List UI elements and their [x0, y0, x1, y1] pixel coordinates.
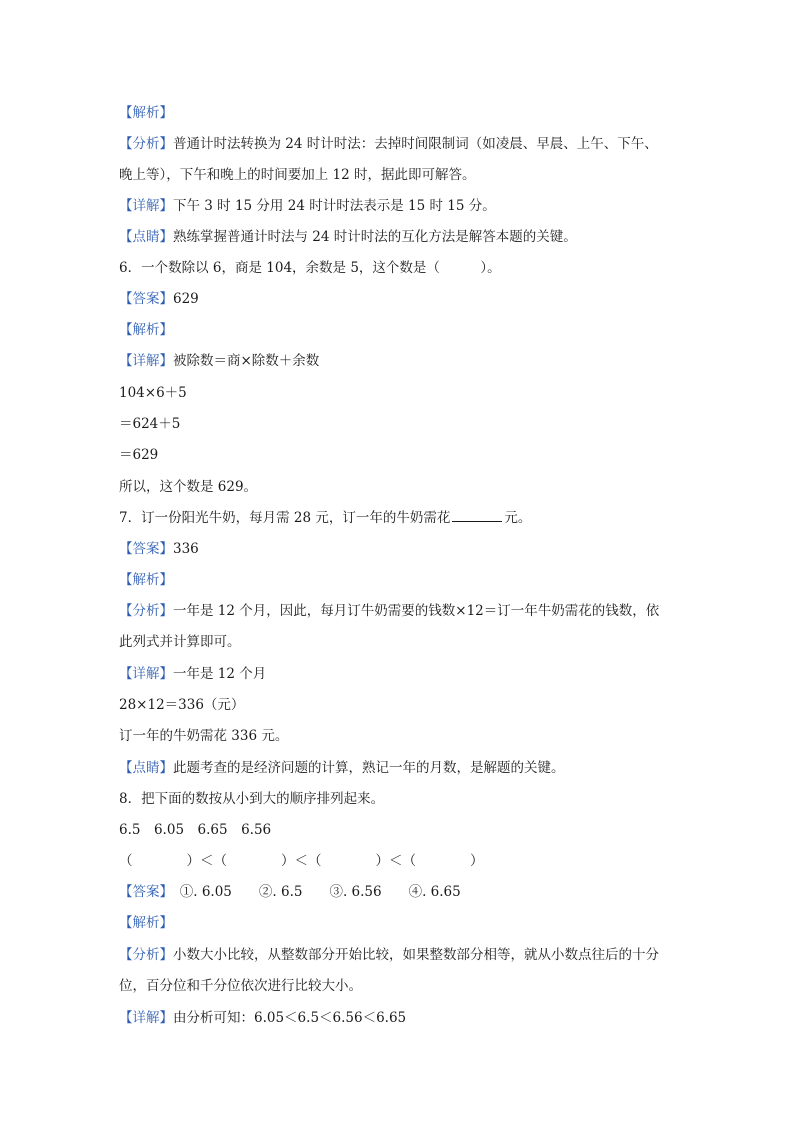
q5-xiangjie-text: 下午 3 时 15 分用 24 时计时法表示是 15 时 15 分。: [173, 198, 496, 214]
xiangjie-tag: 【详解】: [119, 353, 173, 369]
q8-xiangjie-line: [119, 1008, 406, 1028]
q7-xiangjie-text: 一年是 12 个月: [173, 666, 267, 682]
q7-dianjing-line: [119, 758, 565, 778]
fenxi-tag: 【分析】: [119, 603, 173, 619]
q8-fenxi-text-1: 小数大小比较，从整数部分开始比较，如果整数部分相等，就从小数点往后的十分: [173, 947, 659, 963]
answer-blank: [452, 509, 502, 522]
q5-xiangjie-line: [119, 196, 496, 216]
q7-xiangjie-line: [119, 664, 266, 684]
q7-answer-line: [119, 539, 199, 559]
q6-question: 6．一个数除以 6，商是 104，余数是 5，这个数是（ ）。: [119, 260, 501, 276]
q6-calc-step-2: ＝624＋5: [119, 416, 181, 432]
q5-fenxi-line-2: 晚上等），下午和晚上的时间要加上 12 时，据此即可解答。: [119, 167, 476, 183]
q7-question-text: 7．订一份阳光牛奶，每月需 28 元，订一年的牛奶需花: [119, 510, 451, 526]
q8-numbers: 6.5 6.05 6.65 6.56: [119, 822, 272, 838]
q7-question-unit: 元。: [504, 510, 532, 526]
dianjing-tag: 【点睛】: [119, 229, 173, 245]
q7-answer-value: 336: [173, 541, 199, 557]
q5-fenxi-line-1: [119, 134, 658, 154]
q7-fenxi-line-1: [119, 601, 659, 621]
xiangjie-tag: 【详解】: [119, 666, 173, 682]
q7-fenxi-line-2: 此列式并计算即可。: [119, 634, 241, 650]
answer-tag: 【答案】: [119, 291, 173, 307]
q5-dianjing-line: [119, 227, 577, 247]
fenxi-tag: 【分析】: [119, 136, 173, 152]
q7-conclusion: 订一年的牛奶需花 336 元。: [119, 728, 289, 744]
q8-blanks: （ ）＜（ ）＜（ ）＜（ ）: [119, 853, 484, 869]
q8-answer-value: ①. 6.05 ②. 6.5 ③. 6.56 ④. 6.65: [166, 884, 461, 900]
q6-calc-step-1: 104×6＋5: [119, 385, 187, 401]
q5-jiexi-heading: 【解析】: [119, 105, 173, 121]
q6-answer-line: [119, 289, 199, 309]
q6-jiexi-heading: 【解析】: [119, 322, 173, 338]
q7-jiexi-heading: 【解析】: [119, 572, 173, 588]
xiangjie-tag: 【详解】: [119, 198, 173, 214]
answer-tag: 【答案】: [119, 541, 173, 557]
q7-dianjing-text: 此题考查的是经济问题的计算，熟记一年的月数，是解题的关键。: [173, 760, 565, 776]
q8-xiangjie-text: 由分析可知：6.05＜6.5＜6.56＜6.65: [173, 1010, 407, 1026]
q7-calc-step-1: 28×12＝336（元）: [119, 697, 245, 713]
q8-fenxi-line-2: 位，百分位和千分位依次进行比较大小。: [119, 978, 362, 994]
answer-tag: 【答案】: [119, 884, 167, 900]
q6-calc-step-3: ＝629: [119, 447, 159, 463]
q6-xiangjie-text: 被除数＝商×除数＋余数: [173, 353, 320, 369]
q6-answer-value: 629: [173, 291, 199, 307]
q5-dianjing-text: 熟练掌握普通计时法与 24 时计时法的互化方法是解答本题的关键。: [173, 229, 577, 245]
q8-jiexi-heading: 【解析】: [119, 915, 173, 931]
q7-fenxi-text-1: 一年是 12 个月，因此，每月订牛奶需要的钱数×12＝订一年牛奶需花的钱数，依: [173, 603, 660, 619]
dianjing-tag: 【点睛】: [119, 760, 173, 776]
xiangjie-tag: 【详解】: [119, 1010, 173, 1026]
q8-fenxi-line-1: [119, 945, 659, 965]
q7-question: [119, 508, 531, 528]
q8-answer-line: [119, 882, 461, 902]
q8-question: 8．把下面的数按从小到大的顺序排列起来。: [119, 791, 385, 807]
q5-fenxi-text-1: 普通计时法转换为 24 时计时法：去掉时间限制词（如凌晨、早晨、上午、下午、: [173, 136, 658, 152]
q6-xiangjie-line: [119, 351, 319, 371]
q6-conclusion: 所以，这个数是 629。: [119, 479, 258, 495]
fenxi-tag: 【分析】: [119, 947, 173, 963]
